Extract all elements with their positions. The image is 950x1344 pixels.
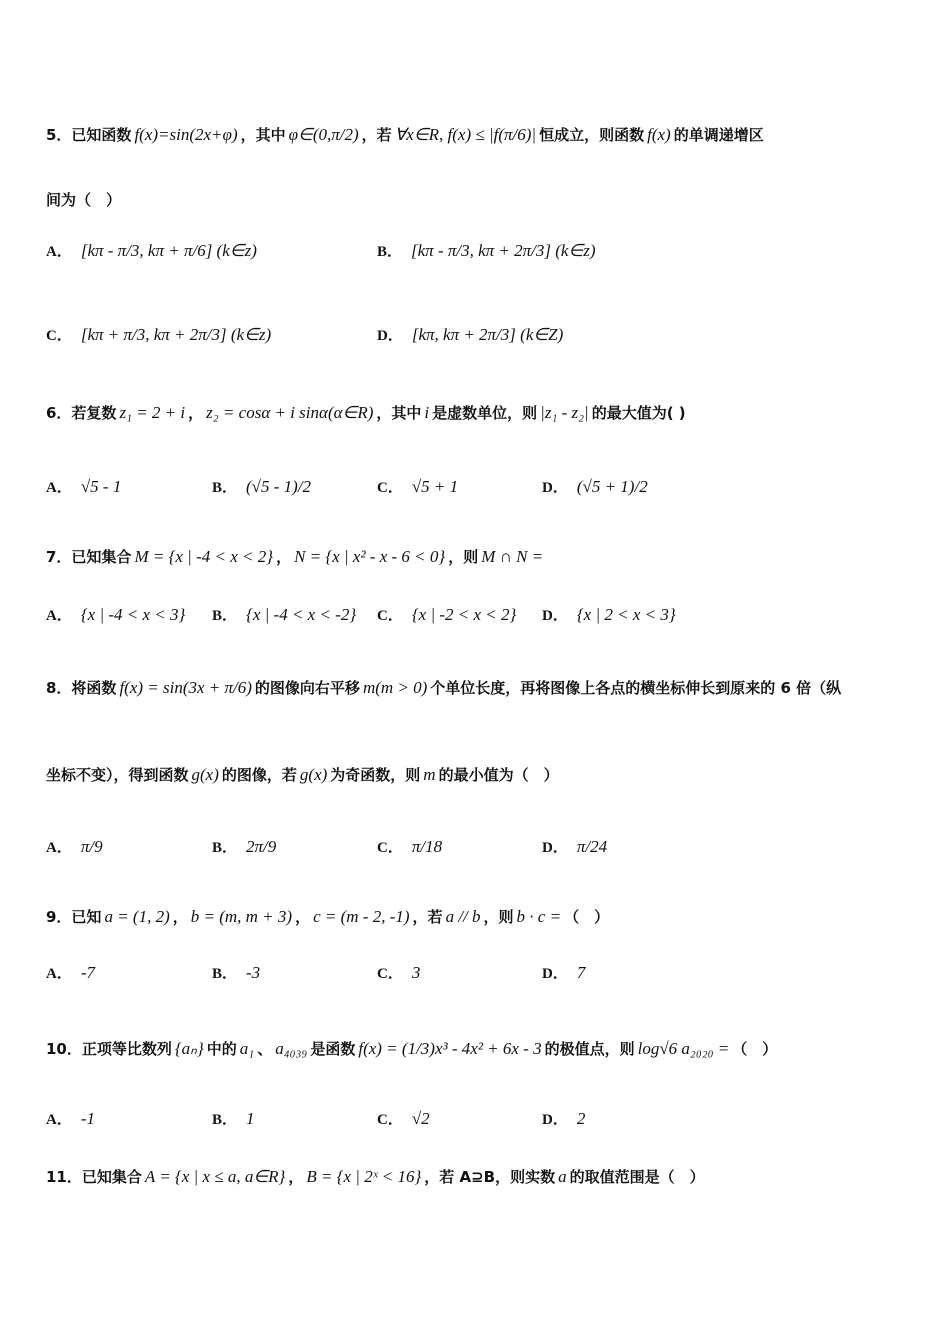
option-text: √2: [411, 1109, 430, 1128]
q5-option-b[interactable]: [377, 240, 599, 261]
q6-option-b[interactable]: [212, 476, 314, 497]
option-text: {x | -2 < x < 2}: [411, 605, 517, 624]
option-text: -1: [80, 1109, 96, 1128]
q11-text: 11．已知集合: [46, 1168, 142, 1186]
option-label: B．: [212, 608, 238, 624]
q9-formula: c = (m - 2, -1): [313, 907, 410, 926]
q6-option-a[interactable]: [46, 476, 124, 497]
q8-option-c[interactable]: [377, 836, 445, 857]
question-5: [46, 124, 764, 145]
q5-option-d[interactable]: [377, 324, 566, 345]
q9-text: ，则: [483, 908, 514, 926]
q7-text: ，: [276, 548, 292, 566]
option-text: (√5 - 1)/2: [246, 477, 312, 496]
option-label: A．: [46, 480, 72, 496]
q9-option-c[interactable]: [377, 962, 423, 983]
option-label: D．: [542, 1112, 568, 1128]
q5-formula: φ∈(0,π/2): [288, 125, 359, 144]
option-label: C．: [377, 1112, 403, 1128]
q5-formula: f(x)=sin(2x+φ): [134, 125, 238, 144]
option-text: π/18: [411, 837, 443, 856]
q7-formula: M = {x | -4 < x < 2}: [134, 547, 274, 566]
q8-formula: f(x) = sin(3x + π/6): [119, 678, 252, 697]
q8-formula: g(x): [191, 765, 219, 784]
q10-formula: a₁: [239, 1039, 255, 1058]
q6-formula: z₁ = 2 + i: [119, 403, 186, 422]
q5-text: 5．已知函数: [46, 126, 132, 144]
option-label: A．: [46, 1112, 72, 1128]
q9-formula: b · c =: [516, 907, 562, 926]
q5-formula: ∀x∈R, f(x) ≤ |f(π/6)|: [394, 125, 537, 144]
q10-formula: {aₙ}: [174, 1039, 204, 1058]
option-label: C．: [377, 608, 403, 624]
q8-option-d[interactable]: [542, 836, 610, 857]
option-label: D．: [377, 328, 403, 344]
q6-option-c[interactable]: [377, 476, 461, 497]
option-label: C．: [377, 966, 403, 982]
q9-text: ，若: [412, 908, 443, 926]
option-label: B．: [212, 966, 238, 982]
option-label: C．: [377, 840, 403, 856]
option-text: [kπ, kπ + 2π/3] (k∈Z): [411, 325, 564, 344]
q11-text: ，若 A⊇B，则实数: [424, 1168, 556, 1186]
option-text: 1: [246, 1109, 255, 1128]
option-label: B．: [212, 840, 238, 856]
q8-text: 坐标不变），得到函数: [46, 766, 189, 784]
q9-formula: a // b: [445, 907, 481, 926]
question-11: [46, 1166, 705, 1187]
option-text: √5 + 1: [411, 477, 459, 496]
q6-formula: z₂ = cosα + i sinα(α∈R): [206, 403, 374, 422]
question-10: [46, 1038, 777, 1059]
option-label: B．: [212, 1112, 238, 1128]
option-label: D．: [542, 966, 568, 982]
q5-text: ，其中: [240, 126, 286, 144]
q10-text: 的极值点，则: [544, 1040, 635, 1058]
option-text: 2: [576, 1109, 586, 1128]
option-text: [kπ - π/3, kπ + π/6] (k∈z): [80, 241, 257, 260]
q6-text: 6．若复数: [46, 404, 117, 422]
q5-text: 恒成立，则函数: [539, 126, 645, 144]
q8-text: 个单位长度，再将图像上各点的横坐标伸长到原来的 6 倍（纵: [430, 679, 842, 697]
q10-text: （ ）: [732, 1040, 778, 1058]
q11-text: ，: [288, 1168, 304, 1186]
q8-formula: m: [423, 765, 436, 784]
q8-text: 的最小值为（ ）: [438, 766, 559, 784]
option-text: √5 - 1: [80, 477, 122, 496]
option-label: B．: [377, 244, 403, 260]
q5-option-a[interactable]: [46, 240, 260, 261]
option-text: [kπ - π/3, kπ + 2π/3] (k∈z): [411, 241, 596, 260]
q9-option-d[interactable]: [542, 962, 588, 983]
question-8: [46, 677, 841, 698]
option-text: -3: [246, 963, 261, 982]
q10-formula: f(x) = (1/3)x³ - 4x² + 6x - 3: [358, 1039, 542, 1058]
q5-text: 的单调递增区: [673, 126, 764, 144]
q9-text: （ ）: [564, 908, 610, 926]
q6-text: 的最大值为( ): [591, 404, 686, 422]
question-9: [46, 906, 609, 927]
option-text: 7: [576, 963, 586, 982]
q5-formula: f(x): [647, 125, 671, 144]
option-label: A．: [46, 840, 72, 856]
q8-text: 为奇函数，则: [330, 766, 421, 784]
option-text: 3: [411, 963, 421, 982]
q6-formula: |z₁ - z₂|: [540, 403, 589, 422]
q10-option-c[interactable]: [377, 1108, 433, 1129]
question-6: [46, 402, 686, 423]
q6-formula: i: [424, 403, 430, 422]
q8-text: 的图像，若: [221, 766, 297, 784]
option-label: D．: [542, 480, 568, 496]
q9-formula: b = (m, m + 3): [190, 907, 293, 926]
q7-option-a[interactable]: [46, 604, 188, 625]
q11-formula: B = {x | 2ˣ < 16}: [306, 1167, 422, 1186]
q8-formula: m(m > 0): [362, 678, 428, 697]
option-label: B．: [212, 480, 238, 496]
q10-text: 中的: [206, 1040, 237, 1058]
q8-text: 8．将函数: [46, 679, 117, 697]
q10-text: 、: [257, 1040, 273, 1058]
q7-text: 7．已知集合: [46, 548, 132, 566]
option-text: -7: [80, 963, 96, 982]
q11-formula: A = {x | x ≤ a, a∈R}: [144, 1167, 286, 1186]
option-label: C．: [377, 480, 403, 496]
q8-option-b[interactable]: [212, 836, 279, 857]
q10-text: 10．正项等比数列: [46, 1040, 172, 1058]
question-8-line2: [46, 764, 559, 785]
q5-option-c[interactable]: [46, 324, 274, 345]
q7-option-b[interactable]: [212, 604, 359, 625]
option-label: A．: [46, 608, 72, 624]
q7-formula: N = {x | x² - x - 6 < 0}: [294, 547, 446, 566]
option-label: A．: [46, 244, 72, 260]
q10-formula: a₄₀₃₉: [275, 1039, 308, 1058]
q10-option-b[interactable]: [212, 1108, 258, 1129]
q10-option-d[interactable]: [542, 1108, 588, 1129]
q9-text: ，: [172, 908, 188, 926]
q9-text: 9．已知: [46, 908, 102, 926]
q6-text: 是虚数单位，则: [432, 404, 538, 422]
q5-text: ，若: [361, 126, 392, 144]
q8-option-a[interactable]: [46, 836, 106, 857]
option-text: π/24: [576, 837, 608, 856]
q6-option-d[interactable]: [542, 476, 651, 497]
q7-option-d[interactable]: [542, 604, 679, 625]
q6-text: ，其中: [376, 404, 422, 422]
q7-formula: M ∩ N =: [481, 547, 544, 566]
q7-text: ，则: [448, 548, 479, 566]
option-label: D．: [542, 840, 568, 856]
option-text: 2π/9: [246, 837, 277, 856]
q10-text: 是函数: [310, 1040, 356, 1058]
q10-option-a[interactable]: [46, 1108, 98, 1129]
option-text: π/9: [80, 837, 103, 856]
q9-option-b[interactable]: [212, 962, 263, 983]
q9-formula: a = (1, 2): [104, 907, 170, 926]
question-5-line2: 间为（ ）: [46, 191, 122, 209]
option-text: (√5 + 1)/2: [576, 477, 648, 496]
q11-text: 的取值范围是（ ）: [569, 1168, 705, 1186]
option-text: [kπ + π/3, kπ + 2π/3] (k∈z): [80, 325, 272, 344]
q8-formula: g(x): [299, 765, 328, 784]
option-label: A．: [46, 966, 72, 982]
q11-formula: a: [558, 1167, 567, 1186]
q9-text: ，: [295, 908, 311, 926]
option-text: {x | 2 < x < 3}: [576, 605, 676, 624]
option-label: D．: [542, 608, 568, 624]
option-label: C．: [46, 328, 72, 344]
q10-formula: log√6 a₂₀₂₀ =: [637, 1039, 730, 1058]
question-7: [46, 546, 546, 567]
q8-text: 的图像向右平移: [254, 679, 360, 697]
option-text: {x | -4 < x < -2}: [246, 605, 357, 624]
q7-option-c[interactable]: [377, 604, 519, 625]
q9-option-a[interactable]: [46, 962, 98, 983]
option-text: {x | -4 < x < 3}: [80, 605, 186, 624]
q6-text: ，: [188, 404, 204, 422]
